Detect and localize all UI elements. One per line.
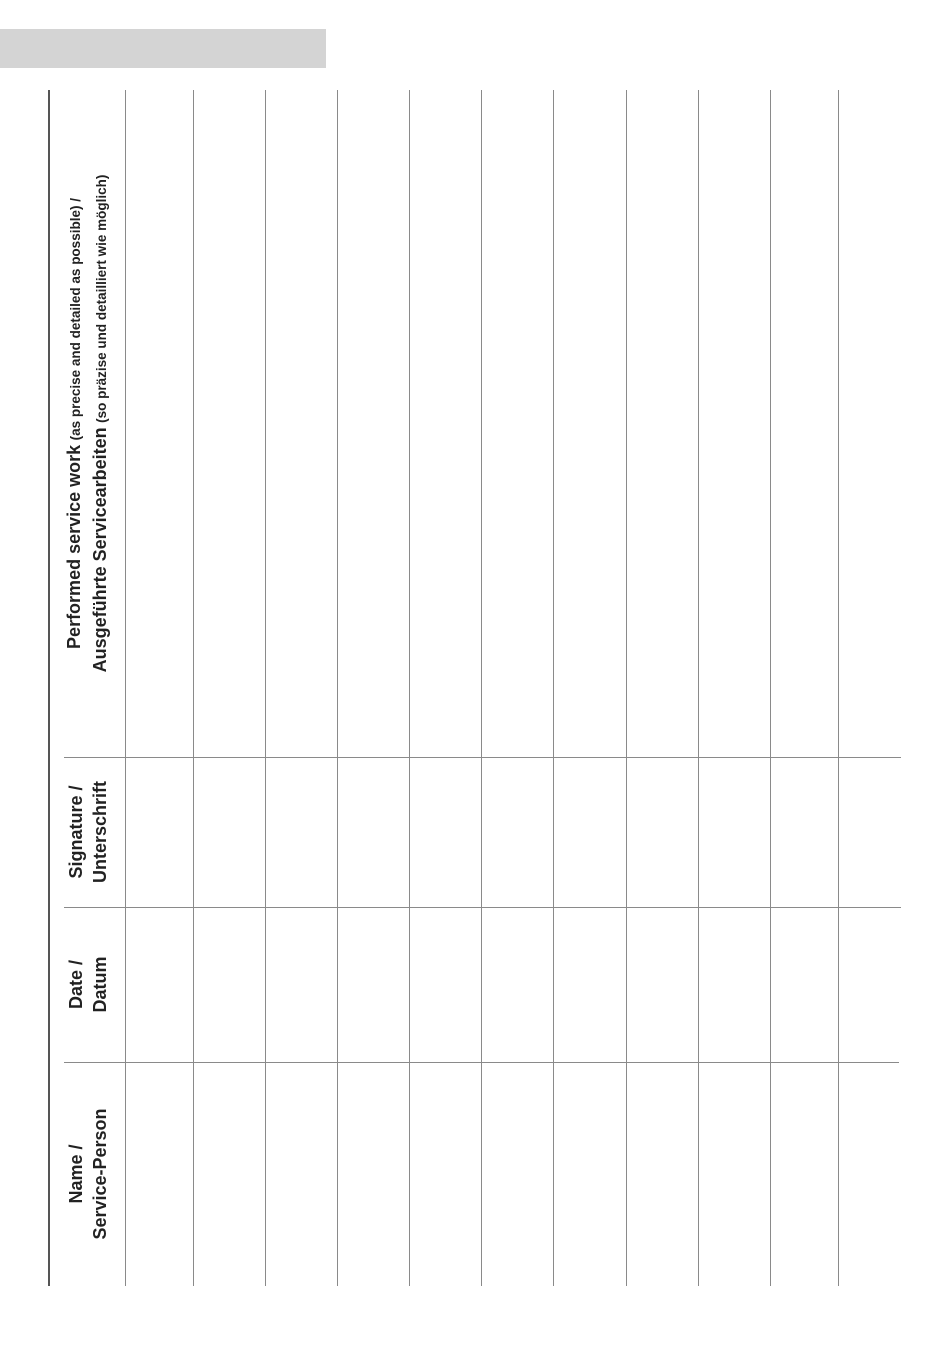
header-work-line1	[62, 198, 88, 649]
row-divider	[193, 90, 194, 1286]
column-divider-work-signature	[64, 757, 901, 758]
header-name	[50, 1062, 126, 1286]
header-date-line1: Date /	[66, 959, 86, 1010]
row-divider	[265, 90, 266, 1286]
header-work-line1-note: (as precise and detailed as possible) /	[68, 198, 83, 441]
header-name-line1: Name /	[66, 1144, 86, 1204]
header-name-line2: Service-Person	[90, 1108, 110, 1240]
header-date-line2: Datum	[90, 956, 110, 1013]
row-divider	[481, 90, 482, 1286]
row-divider	[626, 90, 627, 1286]
row-divider	[770, 90, 771, 1286]
header-work-line2	[88, 175, 114, 673]
header-date	[50, 907, 126, 1062]
header-work	[50, 90, 126, 757]
header-signature	[50, 757, 126, 907]
header-work-line2-note: (so präzise und detailliert wie möglich)	[94, 174, 109, 423]
row-divider	[838, 90, 839, 1286]
header-work-line2-main: Ausgeführte Servicearbeiten	[90, 427, 110, 673]
header-signature-line2: Unterschrift	[90, 781, 110, 884]
column-divider-signature-date	[64, 907, 901, 908]
row-divider	[337, 90, 338, 1286]
row-divider	[698, 90, 699, 1286]
row-divider	[553, 90, 554, 1286]
header-work-line1-main: Performed service work	[64, 444, 84, 649]
column-divider-date-name	[64, 1062, 899, 1063]
header-signature-line1: Signature /	[66, 785, 86, 879]
row-divider	[409, 90, 410, 1286]
